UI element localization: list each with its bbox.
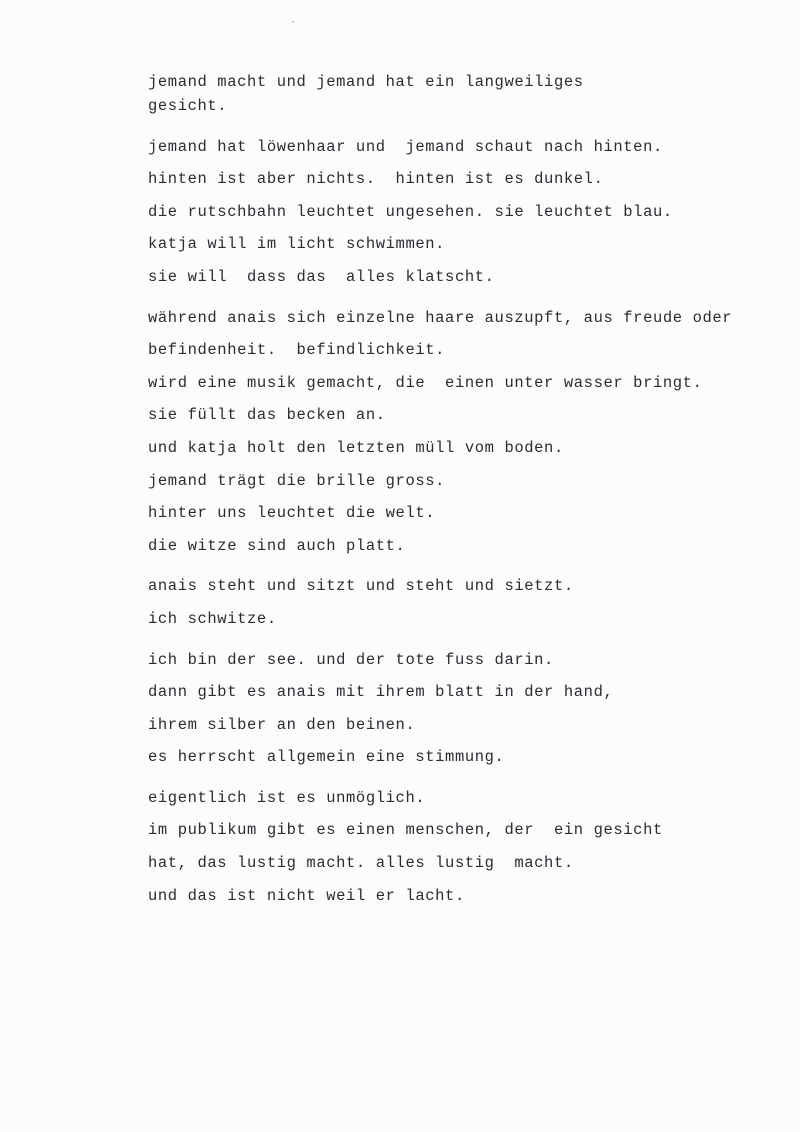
- paper-speck: [292, 21, 294, 23]
- stanza-3: [148, 306, 788, 567]
- text-line: gesicht.: [148, 97, 228, 115]
- text-line: und das ist nicht weil er lacht.: [148, 886, 465, 905]
- text-line: während anais sich einzelne haare auszupft, aus freude oder: [148, 308, 733, 327]
- stanza-1: [148, 70, 788, 127]
- text-line: und katja holt den letzten müll vom boden.: [148, 438, 564, 457]
- stanza-4: [148, 574, 788, 639]
- text-line: hinter uns leuchtet die welt.: [148, 504, 436, 523]
- text-line: hinten ist aber nichts. hinten ist es dunkel.: [148, 170, 604, 189]
- text-line: sie will dass das alles klatscht.: [148, 267, 495, 286]
- text-line: wird eine musik gemacht, die einen unter wasser bringt.: [148, 373, 703, 392]
- text-line: jemand trägt die brille gross.: [148, 471, 446, 490]
- text-line: ich bin der see. und der tote fuss darin.: [148, 650, 554, 669]
- text-line: katja will im licht schwimmen.: [148, 235, 446, 254]
- text-line: dann gibt es anais mit ihrem blatt in der hand,: [148, 683, 614, 702]
- text-line: sie füllt das becken an.: [148, 406, 386, 425]
- text-line: die witze sind auch platt.: [148, 536, 406, 555]
- text-line: ihrem silber an den beinen.: [148, 715, 416, 734]
- text-line: es herrscht allgemein eine stimmung.: [148, 748, 505, 767]
- text-line: eigentlich ist es unmöglich.: [148, 788, 426, 807]
- text-line: jemand macht und jemand hat ein langweiliges: [148, 73, 584, 91]
- text-line: hat, das lustig macht. alles lustig macht.: [148, 854, 574, 873]
- text-line: jemand hat löwenhaar und jemand schaut nach hinten.: [148, 137, 663, 156]
- text-line: ich schwitze.: [148, 609, 277, 628]
- stanza-2: [148, 135, 788, 298]
- text-line: anais steht und sitzt und steht und sietzt.: [148, 577, 574, 596]
- stanza-6: [148, 786, 788, 916]
- text-line: die rutschbahn leuchtet ungesehen. sie leuchtet blau.: [148, 202, 673, 221]
- stanza-5: [148, 648, 788, 778]
- text-line: im publikum gibt es einen menschen, der ein gesicht: [148, 821, 663, 840]
- text-line: befindenheit. befindlichkeit.: [148, 341, 446, 360]
- poem-text: [148, 70, 788, 916]
